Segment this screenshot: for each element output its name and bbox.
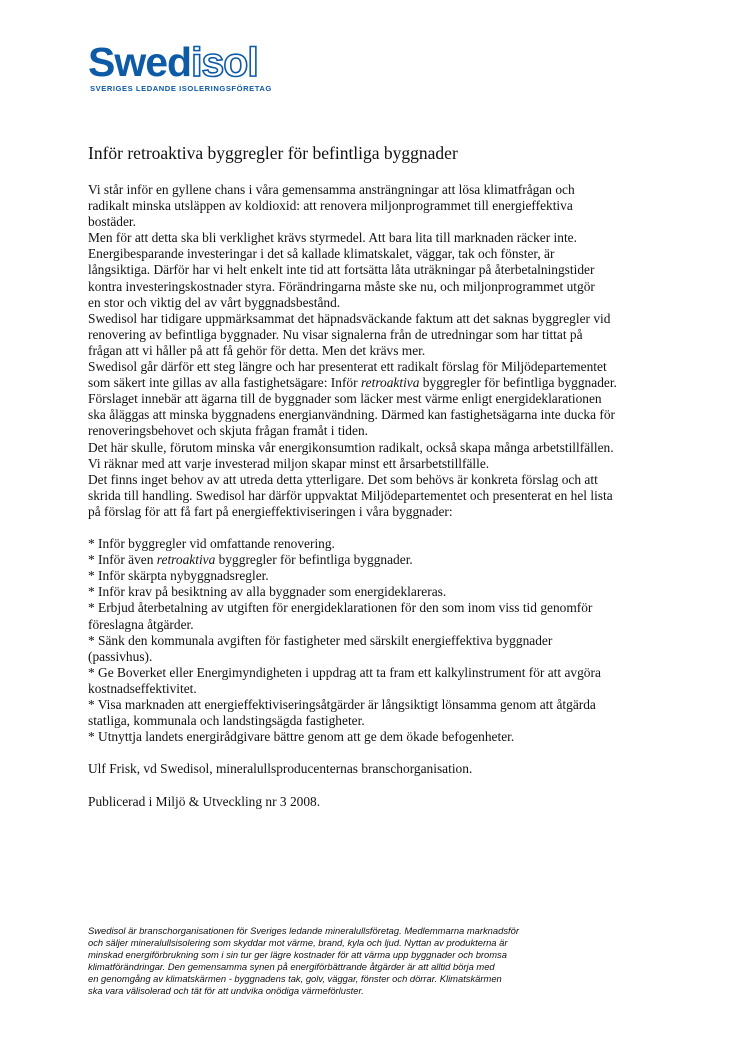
body-line: frågan att vi håller på att få gehör för detta. Men det krävs mer. (88, 342, 426, 358)
footer-line: en genomgång av klimatskärmen - byggnadens tak, golv, väggar, fönster och dörrar. Klimatskärmen (88, 973, 502, 984)
body-line: Förslaget innebär att ägarna till de byggnader som läcker mest värme enligt energideklarationen (88, 391, 602, 407)
body-line: en stor och viktig del av vårt byggnadsbestånd. (88, 294, 341, 310)
body-line: Vi räknar med att varje investerad miljon skapar minst ett årsarbetstillfälle. (88, 455, 490, 471)
footer-about (88, 925, 668, 997)
publication-note: Publicerad i Miljö & Utveckling nr 3 2008. (88, 793, 321, 809)
logo-tagline: SVERIGES LEDANDE ISOLERINGSFÖRETAG (90, 84, 272, 93)
body-line: Vi står inför en gyllene chans i våra gemensamma ansträngningar att lösa klimatfrågan och (88, 182, 575, 197)
footer-line: minskad energiförbrukning som i sin tur ger lägre kostnader för att värma upp byggnader och bromsa (88, 949, 507, 960)
footer-line: och säljer mineralullsisolering som skyddar mot värme, brand, kyla och ljud. Nyttan av produkterna är (88, 937, 508, 948)
body-line: renovering av befintliga byggnader. Nu visar signalerna från de utredningar som har tittat på (88, 326, 583, 342)
body-line: skrida till handling. Swedisol har därför uppvaktat Miljödepartementet och presenterat en hel lista (88, 487, 613, 503)
paragraph-gap (88, 520, 668, 536)
paragraph-gap (88, 745, 668, 761)
body-line: radikalt minska utsläppen av koldioxid: att renovera miljonprogrammet till energieffektiva (88, 198, 573, 214)
proposal-list (88, 536, 668, 745)
footer-line: ska vara välisolerad och tät för att undvika onödiga värmeförluster. (88, 985, 364, 996)
list-item: * Inför skärpta nybyggnadsregler. (88, 568, 269, 584)
list-item: * Ge Boverket eller Energimyndigheten i uppdrag att ta fram ett kalkylinstrument för att avgöra (88, 664, 601, 680)
body-line: Swedisol går därför ett steg längre och har presenterat ett radikalt förslag för Miljödepartementet (88, 359, 607, 375)
author-signature: Ulf Frisk, vd Swedisol, mineralullsproducenternas branschorganisation. (88, 761, 473, 777)
body-line: på förslag för att få fart på energieffektiviseringen i våra byggnader: (88, 503, 453, 519)
list-item: * Sänk den kommunala avgiften för fastigheter med särskilt energieffektiva byggnader (88, 632, 553, 648)
body-line: renoveringsbehovet och skjuta frågan framåt i tiden. (88, 423, 368, 439)
swedisol-logo (88, 40, 298, 96)
body-line: Men för att detta ska bli verklighet krävs styrmedel. Att bara lita till marknaden räcker inte. (88, 230, 577, 246)
list-item: * Inför även retroaktiva byggregler för befintliga byggnader. (88, 552, 413, 568)
body-line: Det finns inget behov av att utreda detta ytterligare. Det som behövs är konkreta förslag och att (88, 471, 598, 487)
logo-wordmark (88, 40, 258, 84)
emphasis-word: retroaktiva (156, 552, 216, 568)
list-item: statliga, kommunala och landstingsägda fastigheter. (88, 713, 365, 729)
list-item: kostnadseffektivitet. (88, 680, 197, 696)
body-line: Det här skulle, förutom minska vår energikonsumtion radikalt, också skapa många arbetstillfällen. (88, 439, 614, 455)
article-title: Inför retroaktiva byggregler för befintliga byggnader (88, 143, 458, 163)
list-item: * Utnyttja landets energirådgivare bättre genom att ge dem ökade befogenheter. (88, 729, 515, 745)
article-body (88, 182, 668, 810)
footer-line: klimatförändringar. Den gemensamma synen på energiförbättrande åtgärder är att alltid börja med (88, 961, 495, 972)
logo-word-solid: Swed (88, 39, 192, 85)
body-line: Energibesparande investeringar i det så kallade klimatskalet, väggar, tak och fönster, är (88, 246, 555, 262)
body-line: kontra investeringskostnader styra. Förändringarna måste ske nu, och miljonprogrammet utgör (88, 278, 595, 294)
list-item: * Erbjud återbetalning av utgiften för energideklarationen för den som inom viss tid genomför (88, 600, 593, 616)
list-item: * Inför krav på besiktning av alla byggnader som energideklareras. (88, 584, 447, 600)
list-item: * Visa marknaden att energieffektiviseringsåtgärder är långsiktigt lönsamma genom att åtgärda (88, 697, 596, 712)
body-line: ska åläggas att minska byggnadens energianvändning. Därmed kan fastighetsägarna inte ducka för (88, 407, 616, 423)
list-item: * Inför byggregler vid omfattande renovering. (88, 536, 335, 552)
list-item: föreslagna åtgärder. (88, 616, 194, 632)
list-item: (passivhus). (88, 648, 153, 664)
body-line: bostäder. (88, 214, 136, 230)
logo-word-outline: isol (191, 39, 258, 85)
footer-line: Swedisol är branschorganisationen för Sveriges ledande mineralullsföretag. Medlemmarna marknadsför (88, 925, 519, 936)
emphasis-word: retroaktiva (360, 375, 420, 391)
body-line: Swedisol har tidigare uppmärksammat det häpnadsväckande faktum att det saknas byggregler vid (88, 310, 611, 326)
paragraph-gap (88, 777, 668, 793)
body-line: långsiktiga. Därför har vi helt enkelt inte tid att fortsätta låta uträkningar på återbetalningstider (88, 262, 595, 278)
body-line: som säkert inte gillas av alla fastighetsägare: Inför retroaktiva byggregler för befintliga byggnader. (88, 375, 617, 391)
